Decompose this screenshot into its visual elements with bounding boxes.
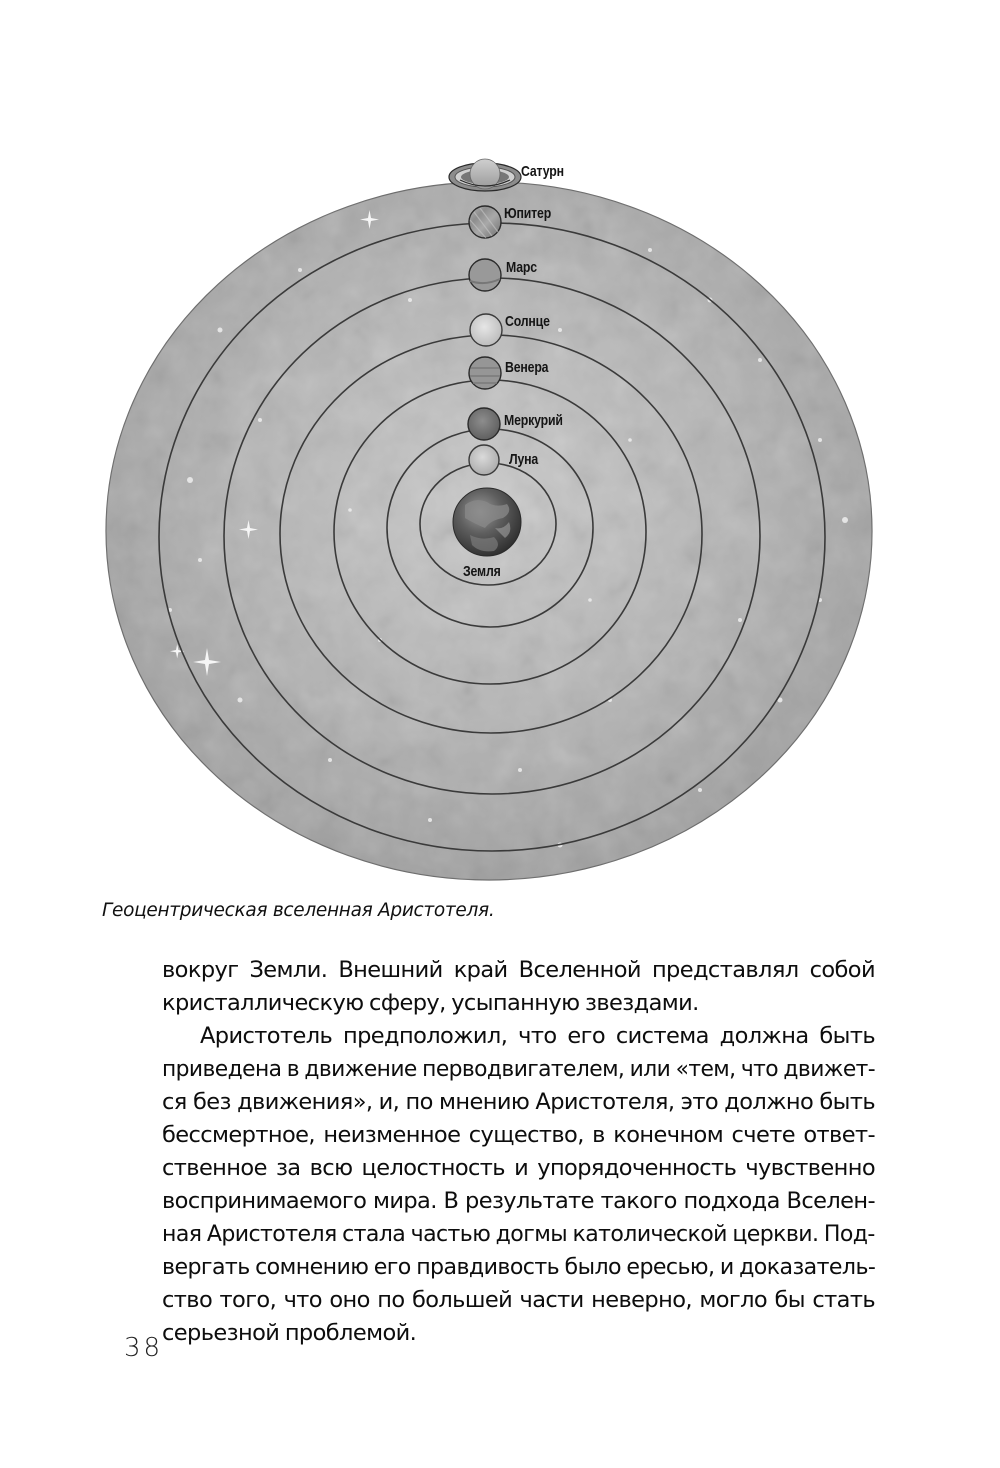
text-line: ная Аристотеля стала частью догмы католической церкви. Под- <box>162 1221 875 1247</box>
text-line: бессмертное, неизменное существо, в конечном счете ответ- <box>162 1122 875 1148</box>
saturn-label: Сатурн <box>521 163 564 180</box>
figure-caption: Геоцентрическая вселенная Аристотеля. <box>102 900 495 921</box>
mercury-label: Меркурий <box>504 412 563 429</box>
text-line: кристаллическую сферу, усыпанную звездами. <box>162 990 699 1016</box>
body-paragraphs <box>162 954 875 1350</box>
venus-label: Венера <box>505 359 549 376</box>
text-line: ственное за всю целостность и упорядоченность чувственно <box>162 1155 875 1181</box>
jupiter-label: Юпитер <box>504 205 552 222</box>
text-line: Аристотель предположил, что его система должна быть <box>200 1023 875 1049</box>
text-line: приведена в движение перводвигателем, или «тем, что движет- <box>162 1056 876 1082</box>
jupiter-icon <box>469 206 501 238</box>
moon-label: Луна <box>509 451 539 468</box>
sun-icon <box>470 314 502 346</box>
page-number: 38 <box>124 1333 164 1363</box>
venus-icon <box>469 357 501 389</box>
text-line: воспринимаемого мира. В результате такого подхода Вселен- <box>162 1188 875 1214</box>
text-line: ся без движения», и, по мнению Аристотеля, это должно быть <box>162 1089 875 1115</box>
earth-icon <box>453 488 521 556</box>
moon-icon <box>469 445 499 475</box>
text-line: серьезной проблемой. <box>162 1320 417 1346</box>
text-line: ство того, что оно по большей части неверно, могло бы стать <box>162 1287 875 1313</box>
mars-icon <box>469 259 501 291</box>
earth-label: Земля <box>463 563 501 580</box>
text-line: вокруг Земли. Внешний край Вселенной представлял собой <box>162 957 875 983</box>
saturn-icon <box>449 159 521 191</box>
sun-label: Солнце <box>505 313 550 330</box>
mercury-icon <box>468 408 500 440</box>
text-line: вергать сомнению его правдивость было ересью, и доказатель- <box>162 1254 876 1280</box>
mars-label: Марс <box>506 259 537 276</box>
